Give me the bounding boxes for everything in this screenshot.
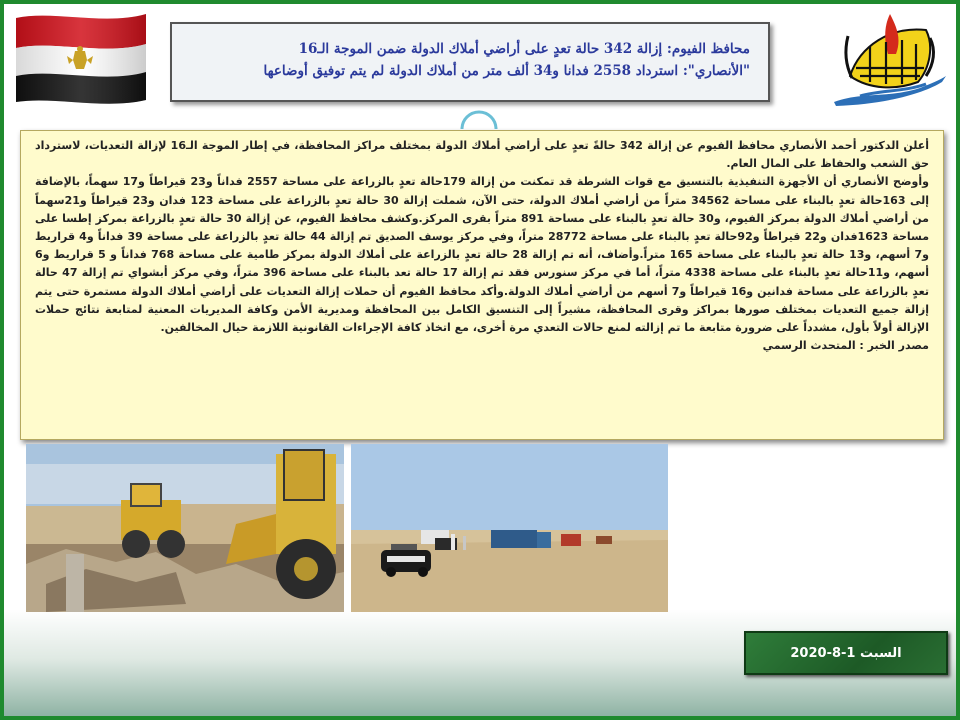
- egypt-flag-icon: [14, 10, 148, 104]
- headline-line-1: محافظ الفيوم: إزالة 342 حالة تعدٍ على أراضي أملاك الدولة ضمن الموجة الـ16: [298, 41, 750, 57]
- article-body: [20, 130, 944, 440]
- article-source: مصدر الخبر : المتحدث الرسمي: [762, 339, 929, 353]
- date-text: السبت 1-8-2020: [790, 645, 902, 661]
- article-paragraph-intro: أعلن الدكتور أحمد الأنصاري محافظ الفيوم عن إزالة 342 حالةً تعدٍ على أراضي أملاك الدولة بمختلف مراكز المحافظة، في إطار الموجة الـ16 لإزالة التعديات، لاسترداد حق الشعب والحفاظ على المال العام.: [35, 139, 930, 171]
- decorative-ring-icon: [459, 105, 499, 131]
- headline-box: [170, 22, 770, 102]
- demolition-photo: [26, 444, 344, 612]
- headline-line-2: "الأنصاري": استرداد 2558 فدانا و34 ألف متر من أملاك الدولة لم يتم توفيق أوضاعها: [263, 63, 750, 79]
- date-badge: [744, 631, 948, 675]
- fayoum-governorate-logo-icon: [830, 6, 948, 106]
- field-operation-photo: [351, 444, 668, 612]
- article-paragraph-details: وأوضح الأنصاري أن الأجهزة التنفيذية بالتنسيق مع قوات الشرطة قد تمكنت من إزالة 179حالة تعدٍ بالزراعة على مساحة 2557 فداناً و23 قيراطاً و17 سهماً، بالإضافة إلى 163حالة تعدٍ بالبناء على مساحة 34562 متراً من أراضي أملاك الدولة، حتى الآن، شملت إزالة 30 حالة تعدٍ بالزراعة على مساحة 123 فدان و23 قيراطاً و21سهماً من أراضي أملاك الدولة بمركز الفيوم، و30 حالة تعدٍ بالبناء على مساحة 891 متراً بقرى المركز.وكشف محافظ الفيوم، عن إزالة 30 حالة تعدٍ بالزراعة بمركز إطسا على مساحة 1623فدان و22 قيراطاً و92حالة تعدٍ بالبناء على مساحة 28772 متراً، وفي مركز يوسف الصديق تم إزالة 44 حالة تعدٍ بالزراعة على مساحة 39 فداناً و4 قراريط و7 أسهم، و13 حالة تعدٍ بالبناء على مساحة 165 متراً.وأضاف، أنه تم إزالة 28 حالة تعدٍ بالزراعة على أملاك الدولة بمركز طامية على مساحة 768 فداناً و 5 قراريط و6 أسهم، و11حالة تعدٍ بالبناء على مساحة 4338 متراً، أما في مركز سنورس فقد تم إزالة 17 حالة تعد بالبناء على مساحة 396 متراً، وفي مركز أبشواي تم إزالة 47 حالة تعدٍ بالزراعة على مساحة فدانين و16 قيراطاً و7 أسهم من أراضي أملاك الدولة.وأكد محافظ الفيوم أن حملات إزالة التعديات على أراضي أملاك الدولة مستمرة حتى يتم إزالة جميع التعديات بمختلف صورها بمراكز وقرى المحافظة، مشيراً إلى التنسيق الكامل بين المحافظة ومديرية الأمن وكافة المديريات المعنية لمتابعة نتائج حملات الإزالة أولاً بأول، مشدداً على ضرورة متابعة ما تم إزالته لمنع حالات التعدي مرة أخرى، مع اتخاذ كافة الإجراءات القانونية اللازمة حيال المخالفين.: [35, 175, 930, 335]
